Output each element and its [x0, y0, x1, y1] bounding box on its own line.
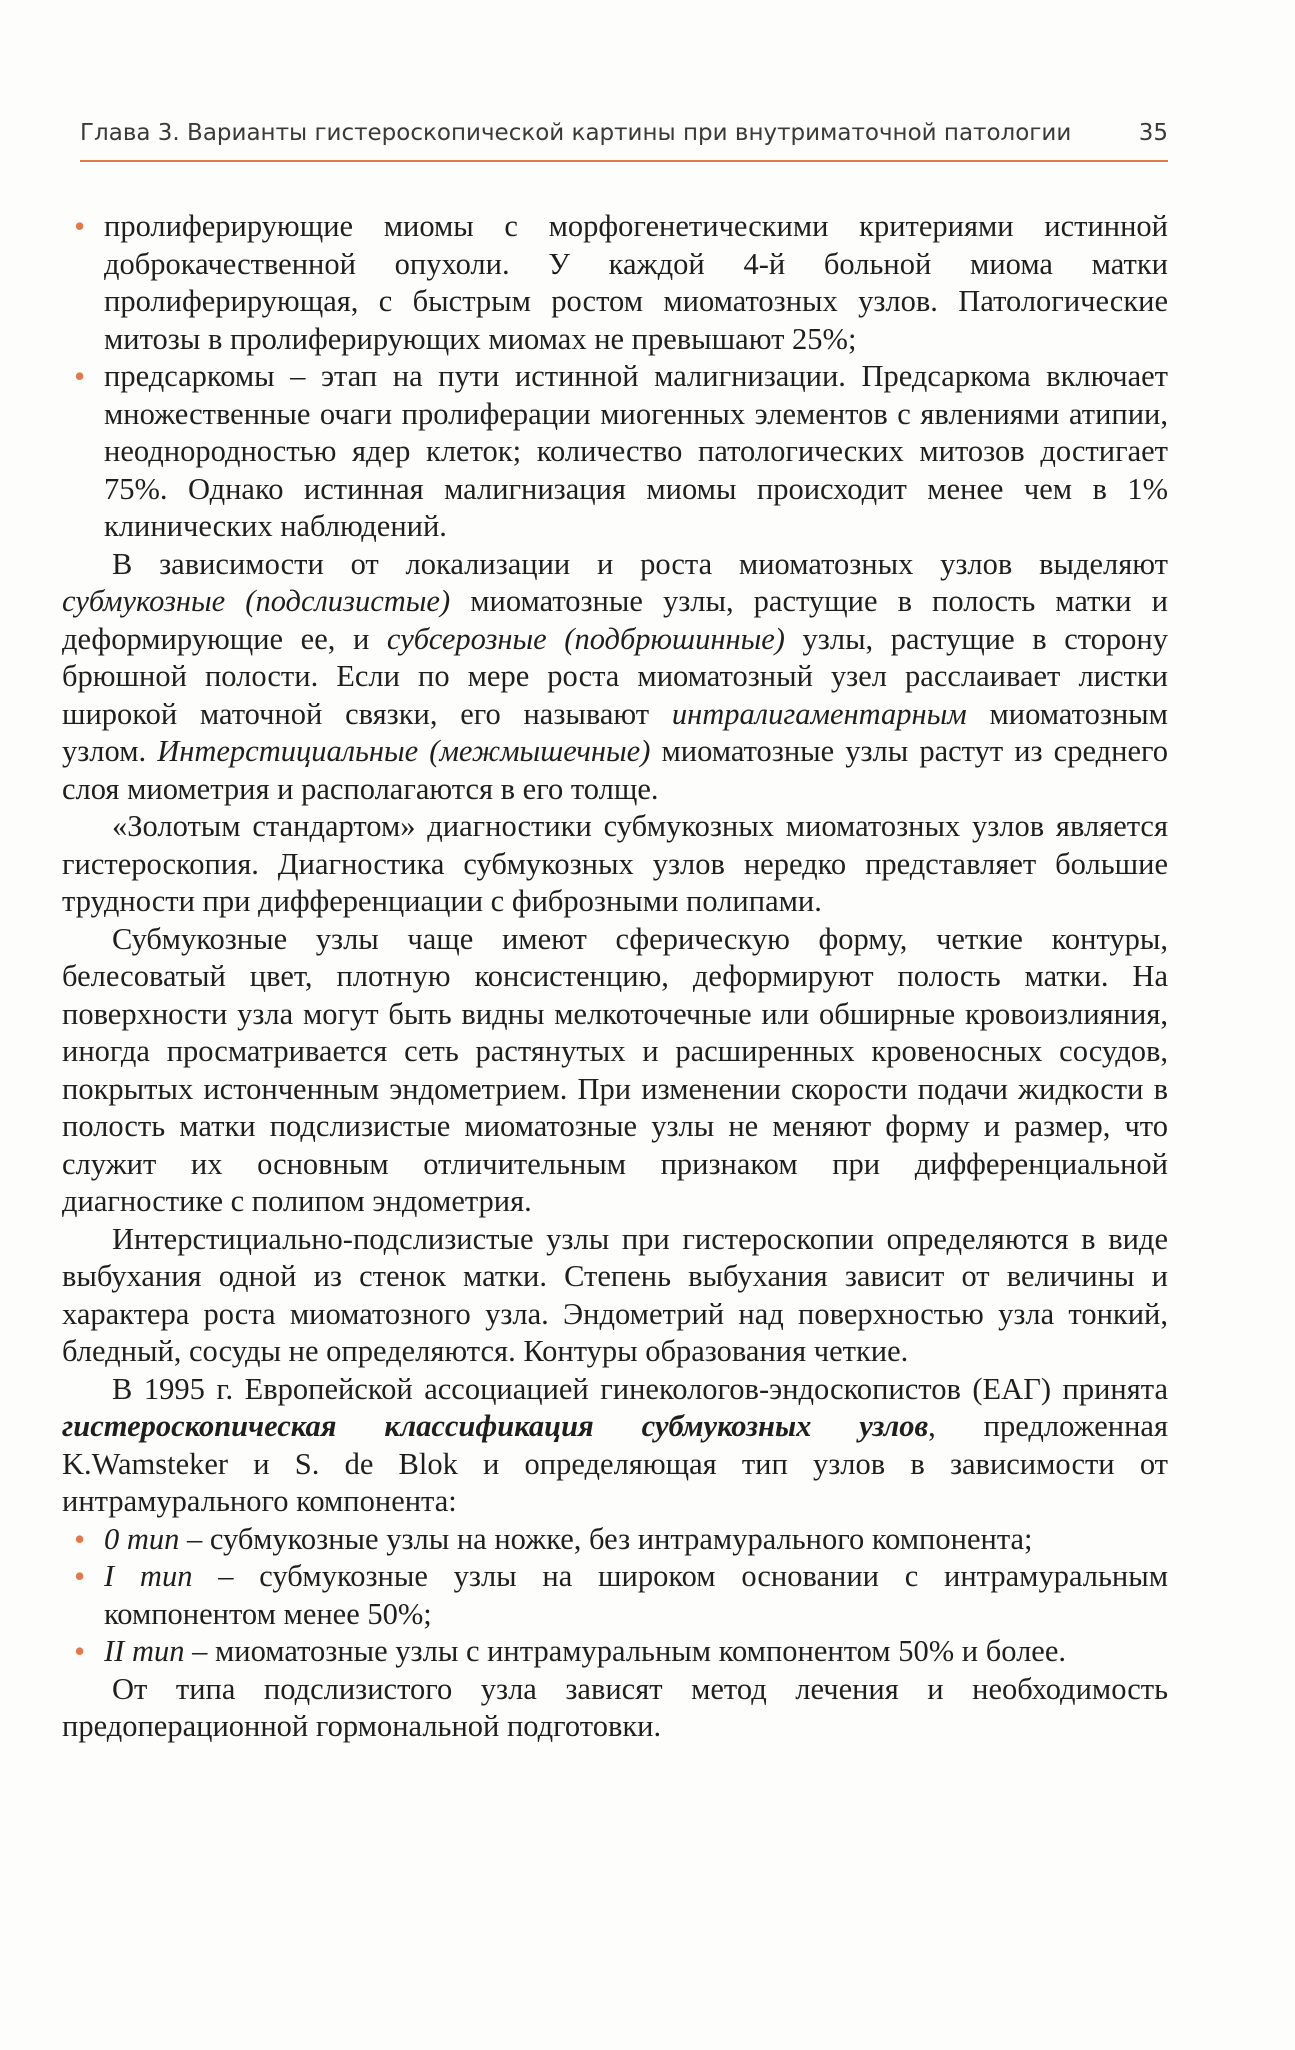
- term-subserous: субсерозные (подбрюшинные): [386, 621, 785, 656]
- list-item-type-1: • I тип – субмукозные узлы на широком основании с интрамуральным компонентом менее 50%;: [62, 1558, 1168, 1633]
- chapter-title: Глава 3. Варианты гистероскопической картины при внутриматочной патологии: [80, 120, 1072, 146]
- node-types-list: [62, 1521, 1168, 1671]
- paragraph-localization: В зависимости от локализации и роста миоматозных узлов выделяют субмукозные (подслизистые) миоматозные узлы, растущие в полость матки и деформирующие ее, и субсерозные (подбрюшинные) узлы, растущие в сторону брюшной полости. Если по мере роста миоматозный узел расслаивает листки широкой маточной связки, его называют интралигаментарным миоматозным узлом. Интерстициальные (межмышечные) миоматозные узлы растут из среднего слоя миометрия и располагаются в его толще.: [62, 546, 1168, 806]
- text-body: [62, 208, 1168, 1746]
- paragraph-classification: В 1995 г. Европейской ассоциацией гинекологов-эндоскопистов (ЕАГ) принята гистероскопическая классификация субмукозных узлов, предложенная K.Wamsteker и S. de Blok и определяющая тип узлов в зависимости от интрамурального компонента:: [62, 1371, 1168, 1518]
- list-item-type-2: • II тип – миоматозные узлы с интрамуральным компонентом 50% и более.: [62, 1633, 1168, 1671]
- term-interstitial: Интерстициальные (межмышечные): [157, 734, 651, 768]
- page-number: 35: [1138, 120, 1168, 146]
- myoma-types-list: [62, 208, 1168, 546]
- list-item-proliferating: • пролиферирующие миомы с морфогенетическими критериями истинной доброкачественной опухоли. У каждой 4-й больной миома матки пролиферирующая, с быстрым ростом миоматозных узлов. Патологические митозы в пролиферирующих миомах не превышают 25%;: [62, 208, 1168, 358]
- term-submucous: субмукозные (подслизистые): [62, 584, 451, 618]
- paragraph-gold-standard: «Золотым стандартом» диагностики субмукозных миоматозных узлов является гистероскопия. Диагностика субмукозных узлов нередко представляет большие трудности при дифференциации с фиброзными полипами.: [62, 809, 1168, 918]
- running-header: [80, 116, 1168, 162]
- list-item-presarcoma: • предсаркомы – этап на пути истинной малигнизации. Предсаркома включает множественные очаги пролиферации миогенных элементов с явлениями атипии, неоднородностью ядер клеток; количество патологических митозов достигает 75%. Однако истинная малигнизация миомы происходит менее чем в 1% клинических наблюдений.: [62, 358, 1168, 546]
- term-classification: гистероскопическая классификация субмукозных узлов: [62, 1409, 929, 1443]
- term-intraligamentary: интралигаментарным: [671, 696, 967, 731]
- paragraph-appearance: Субмукозные узлы чаще имеют сферическую форму, четкие контуры, белесоватый цвет, плотную консистенцию, деформируют полость матки. На поверхности узла могут быть видны мелкоточечные или обширные кровоизлияния, иногда просматривается сеть растянутых и расширенных кровеносных сосудов, покрытых истонченным эндометрием. При изменении скорости подачи жидкости в полость матки подслизистые миоматозные узлы не меняют форму и размер, что служит их основным отличительным признаком при дифференциальной диагностике с полипом эндометрия.: [62, 921, 1168, 1218]
- paragraph-interstitial: Интерстициально-подслизистые узлы при гистероскопии определяются в виде выбухания одной из стенок матки. Степень выбухания зависит от величины и характера роста миоматозного узла. Эндометрий над поверхностью узла тонкий, бледный, сосуды не определяются. Контуры образования четкие.: [62, 1221, 1168, 1368]
- paragraph-conclusion: От типа подслизистого узла зависят метод лечения и необходимость предоперационной гормональной подготовки.: [62, 1671, 1168, 1743]
- list-item-type-0: • 0 тип – субмукозные узлы на ножке, без интрамурального компонента;: [62, 1521, 1168, 1559]
